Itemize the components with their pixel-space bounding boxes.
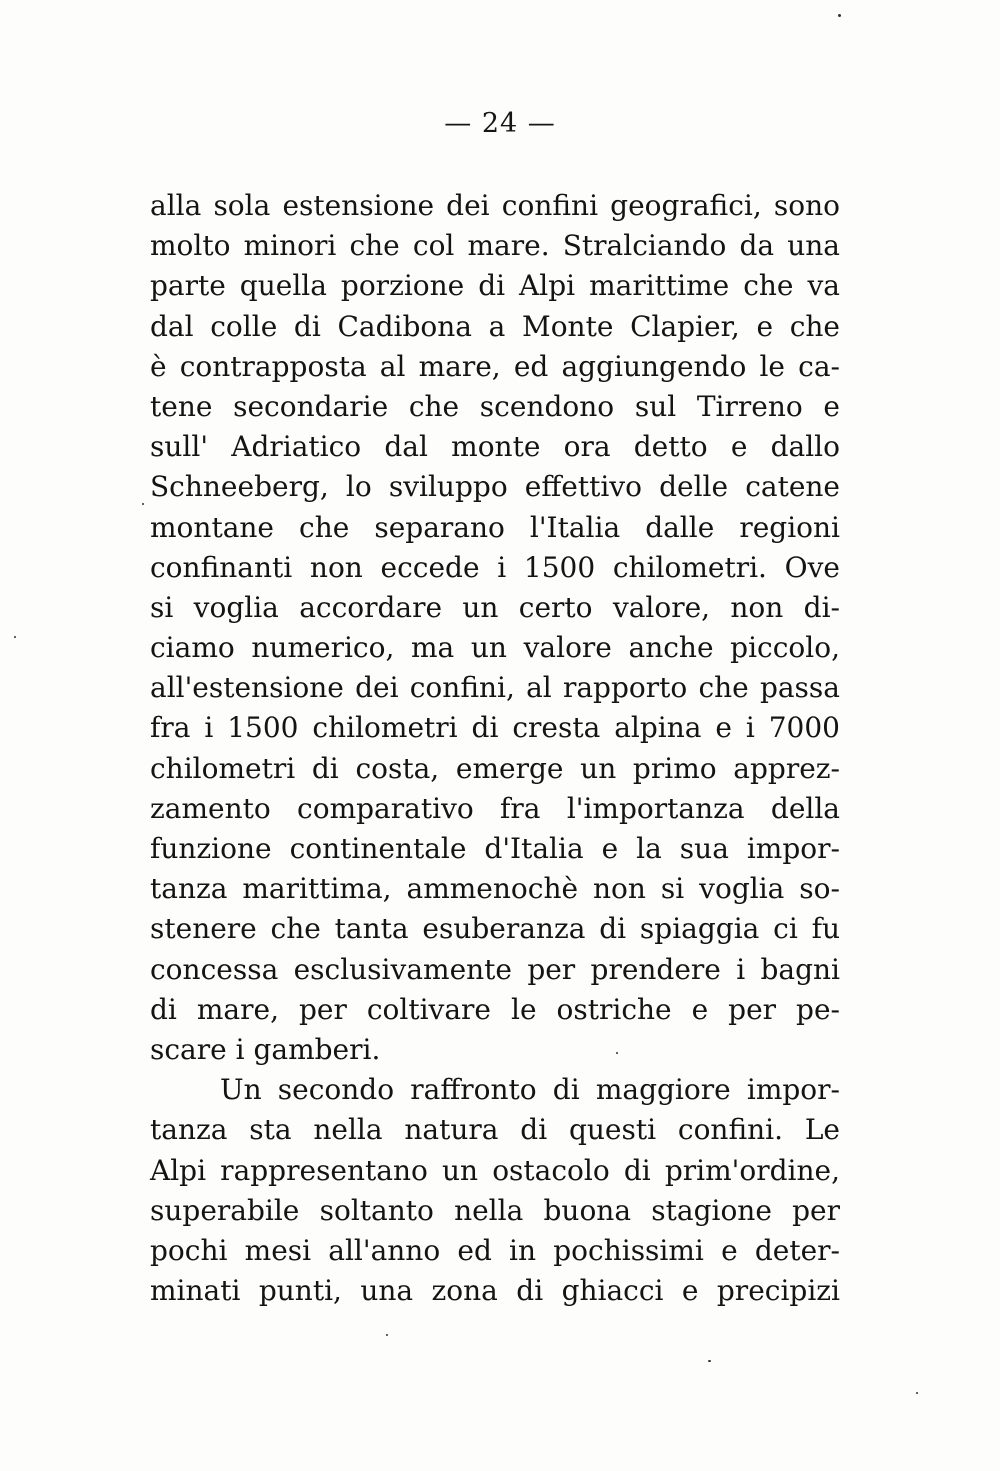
body-text — [150, 186, 840, 1311]
text-line: montane che separano l'Italia dalle regioni — [150, 510, 840, 544]
scan-speck — [14, 636, 16, 638]
text-line: Un secondo raffronto di maggiore impor- — [220, 1073, 840, 1107]
page-number: — 24 — — [444, 108, 556, 139]
text-line: alla sola estensione dei confini geografici, sono — [150, 189, 840, 222]
text-line: di mare, per coltivare le ostriche e per pe- — [150, 992, 840, 1026]
text-line: fra i 1500 chilometri di cresta alpina e i 7000 — [150, 711, 840, 745]
text-line: Schneeberg, lo sviluppo effettivo delle catene — [150, 470, 840, 504]
scan-speck — [838, 14, 841, 17]
text-line: stenere che tanta esuberanza di spiaggia ci fu — [150, 912, 840, 946]
text-line: è contrapposta al mare, ed aggiungendo le ca- — [150, 349, 840, 383]
text-line: sull' Adriatico dal monte ora detto e dallo — [150, 430, 840, 464]
text-line: Alpi rappresentano un ostacolo di prim'ordine, — [150, 1153, 840, 1187]
text-line: confinanti non eccede i 1500 chilometri. Ove — [150, 550, 840, 584]
text-line: pochi mesi all'anno ed in pochissimi e deter- — [150, 1233, 840, 1267]
scan-speck — [616, 1052, 618, 1054]
text-line: chilometri di costa, emerge un primo apprez- — [150, 751, 840, 785]
text-line: dal colle di Cadibona a Monte Clapier, e che — [150, 309, 840, 343]
text-line: molto minori che col mare. Stralciando da una — [150, 229, 840, 263]
text-line: funzione continentale d'Italia e la sua impor- — [150, 832, 840, 865]
text-line: si voglia accordare un certo valore, non di- — [150, 590, 840, 624]
text-line: minati punti, una zona di ghiacci e precipizi — [150, 1274, 840, 1308]
scan-speck — [142, 503, 144, 505]
text-line: concessa esclusivamente per prendere i bagni — [150, 952, 840, 986]
text-line: scare i gamberi. — [150, 1032, 381, 1066]
text-line: tanza sta nella natura di questi confini. Le — [150, 1113, 840, 1147]
text-line: tene secondarie che scendono sul Tirreno e — [150, 389, 840, 423]
text-line: ciamo numerico, ma un valore anche piccolo, — [150, 631, 840, 665]
scan-speck — [386, 1334, 388, 1336]
text-line: all'estensione dei confini, al rapporto che passa — [150, 671, 840, 705]
text-line: tanza marittima, ammenochè non si voglia so- — [150, 872, 840, 906]
text-line: parte quella porzione di Alpi marittime che va — [150, 269, 840, 303]
scan-speck — [916, 1392, 918, 1394]
scan-speck — [708, 1360, 711, 1362]
text-line: superabile soltanto nella buona stagione per — [150, 1193, 840, 1227]
text-line: zamento comparativo fra l'importanza della — [150, 791, 840, 825]
